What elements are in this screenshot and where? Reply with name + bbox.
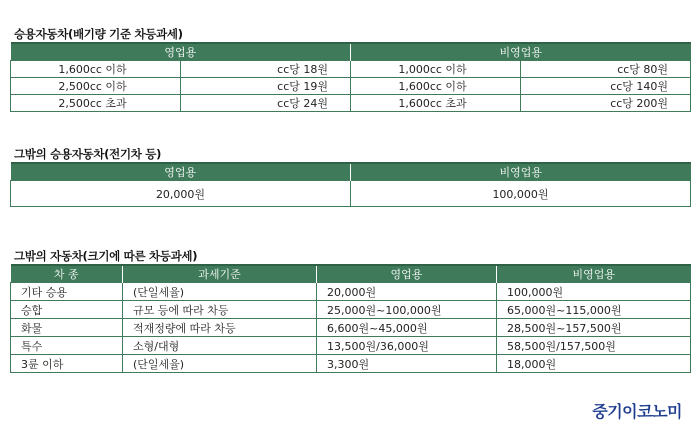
header-non-commercial: 비영업용 [351, 163, 691, 181]
table-row [11, 61, 691, 78]
section-title-passenger-displacement: 승용자동차(배기량 기준 차등과세) [14, 27, 183, 41]
cell: 소형/대형 [123, 337, 317, 355]
cell: 65,000원~115,000원 [497, 301, 691, 319]
cell: 1,600cc 초과 [351, 95, 521, 112]
cell: cc당 19원 [181, 78, 351, 95]
cell: 2,500cc 이하 [11, 78, 181, 95]
cell: 28,500원~157,500원 [497, 319, 691, 337]
table-row [11, 319, 691, 337]
table-row [11, 337, 691, 355]
cell: (단일세율) [123, 283, 317, 301]
table-header-row [11, 265, 691, 283]
table-header-row [11, 43, 691, 61]
table-row [11, 78, 691, 95]
table-row [11, 355, 691, 373]
cell: 3륜 이하 [11, 355, 123, 373]
cell: 화물 [11, 319, 123, 337]
cell: cc당 18원 [181, 61, 351, 78]
cell: 규모 등에 따라 차등 [123, 301, 317, 319]
cell: 20,000원 [317, 283, 497, 301]
brand-logo-text: 중기이코노미 [592, 402, 682, 421]
table-row [11, 283, 691, 301]
cell: 25,000원~100,000원 [317, 301, 497, 319]
table-row [11, 95, 691, 112]
cell: 18,000원 [497, 355, 691, 373]
header-commercial: 영업용 [11, 43, 351, 61]
cell: 1,600cc 이하 [11, 61, 181, 78]
cell: 1,600cc 이하 [351, 78, 521, 95]
cell: cc당 200원 [521, 95, 691, 112]
cell: 승합 [11, 301, 123, 319]
header-vehicle-type: 차 종 [11, 265, 123, 283]
table-passenger-displacement [10, 42, 691, 112]
cell: 기타 승용 [11, 283, 123, 301]
table-header-row [11, 163, 691, 181]
cell: 3,300원 [317, 355, 497, 373]
cell: 1,000cc 이하 [351, 61, 521, 78]
table-other-vehicles [10, 264, 691, 373]
cell: 13,500원/36,000원 [317, 337, 497, 355]
cell: 6,600원~45,000원 [317, 319, 497, 337]
table-row [11, 181, 691, 207]
table-other-passenger [10, 162, 691, 207]
cell: 100,000원 [497, 283, 691, 301]
cell: cc당 24원 [181, 95, 351, 112]
cell: cc당 140원 [521, 78, 691, 95]
section-title-other-passenger: 그밖의 승용자동차(전기차 등) [14, 147, 162, 161]
cell: 2,500cc 초과 [11, 95, 181, 112]
cell: 20,000원 [11, 181, 351, 207]
header-non-commercial: 비영업용 [351, 43, 691, 61]
cell: cc당 80원 [521, 61, 691, 78]
header-tax-basis: 과세기준 [123, 265, 317, 283]
cell: (단일세율) [123, 355, 317, 373]
header-commercial: 영업용 [11, 163, 351, 181]
cell: 적재정량에 따라 차등 [123, 319, 317, 337]
section-title-other-vehicles: 그밖의 자동차(크기에 따른 차등과세) [14, 249, 198, 263]
table-row [11, 301, 691, 319]
header-non-commercial: 비영업용 [497, 265, 691, 283]
cell: 특수 [11, 337, 123, 355]
cell: 58,500원/157,500원 [497, 337, 691, 355]
cell: 100,000원 [351, 181, 691, 207]
header-commercial: 영업용 [317, 265, 497, 283]
